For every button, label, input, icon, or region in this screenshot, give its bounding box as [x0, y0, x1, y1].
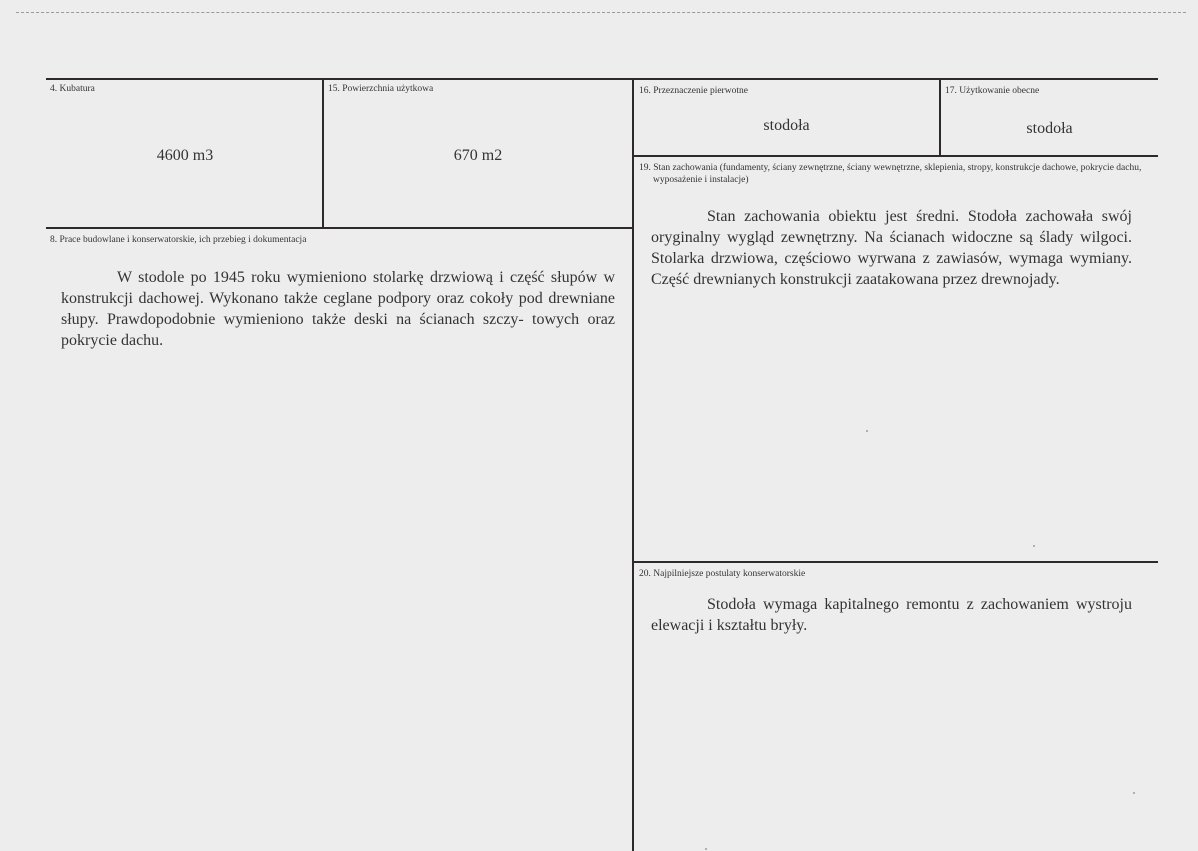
- stan-text: Stan zachowania obiektu jest średni. Stodoła zachowała swój oryginalny wygląd zewnętrzny. Na ścianach widoczne są ślady wilgoci. Stolarka drzwiowa, częściowo wyrwana z zawiasów, wymaga wymiany. Część drewnianych konstrukcji zaatakowana przez drewnojady.: [651, 208, 1132, 288]
- center-divider: [632, 79, 634, 851]
- divider-przeznaczenie-uzytkowanie: [939, 79, 941, 157]
- kubatura-value: 4600 m3: [156, 147, 214, 164]
- right-top-divider: [633, 155, 1158, 157]
- prace-label: 8. Prace budowlane i konserwatorskie, ich przebieg i dokumentacja: [50, 235, 307, 245]
- przeznaczenie-label: 16. Przeznaczenie pierwotne: [639, 86, 748, 96]
- scan-speck: [1133, 792, 1135, 794]
- uzytkowanie-value: stodoła: [1026, 120, 1073, 137]
- postulaty-label: 20. Najpilniejsze postulaty konserwatorskie: [639, 569, 806, 579]
- right-bottom-divider: [633, 561, 1158, 563]
- uzytkowanie-label: 17. Użytkowanie obecne: [945, 86, 1040, 96]
- scan-speck: [1033, 545, 1035, 547]
- powierzchnia-label: 15. Powierzchnia użytkowa: [328, 84, 434, 94]
- przeznaczenie-value: stodoła: [763, 117, 810, 134]
- prace-text: W stodole po 1945 roku wymieniono stolarkę drzwiową i część słupów w konstrukcji dachowej. Wykonano także ceglane podpory oraz cokoły pod drewniane słupy. Prawdopodobnie wymieniono także deski na ścianach szczy- towych oraz pokrycie dachu.: [61, 269, 615, 349]
- postulaty-text: Stodoła wymaga kapitalnego remontu z zachowaniem wystroju elewacji i kształtu bryły.: [651, 596, 1132, 634]
- powierzchnia-value: 670 m2: [453, 147, 503, 164]
- form-top-border: [46, 78, 1158, 80]
- stan-label: 19. Stan zachowania (fundamenty, ściany zewnętrzne, ściany wewnętrzne, sklepienia, stropy, konstrukcje dachowe, pokrycie dachu, wyposażenie i instalacje): [639, 163, 1142, 185]
- page-top-edge: [16, 12, 1186, 13]
- kubatura-label: 4. Kubatura: [50, 84, 95, 94]
- left-section-divider: [46, 227, 634, 229]
- scan-speck: [705, 848, 707, 850]
- scan-speck: [866, 430, 868, 432]
